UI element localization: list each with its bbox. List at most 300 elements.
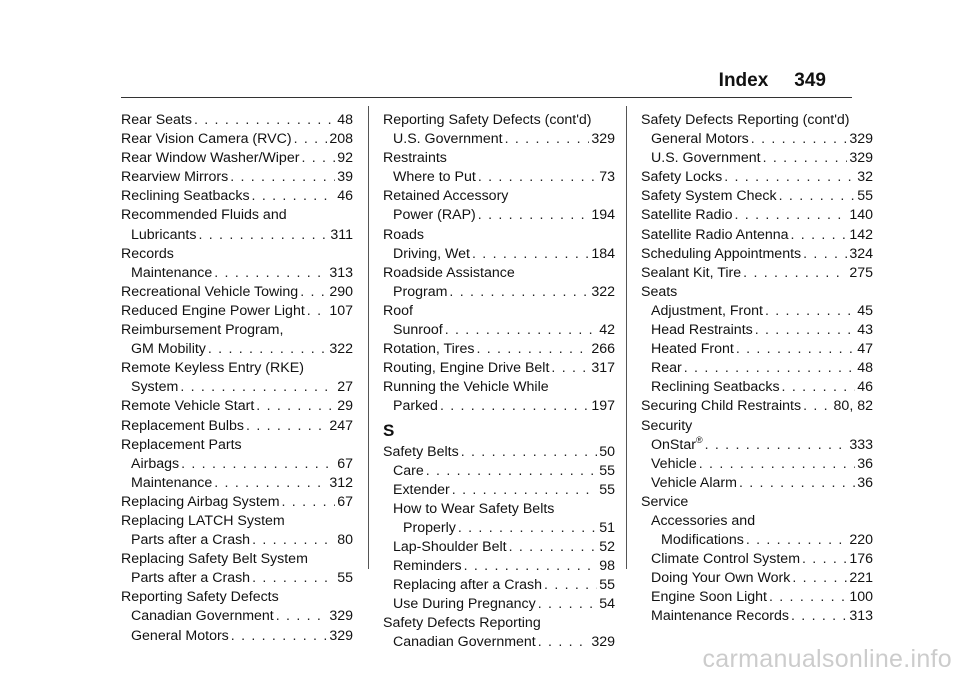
dot-leader [307,302,328,321]
entry-term [651,302,763,321]
dot-leader [300,283,327,302]
entry-term [121,149,299,168]
index-entry [641,455,873,474]
page-ref: 98 [599,558,615,575]
entry-term [651,455,697,474]
entry-term-text: Extender [393,481,450,498]
index-heading: Reporting Safety Defects (cont'd) [383,112,592,128]
entry-term-text: General Motors [651,131,749,148]
page-ref: 220 [849,532,873,549]
entry-term-text: Securing Child Restraints [641,398,802,415]
entry-term [651,359,682,378]
entry-term-text: U.S. Government [651,150,761,167]
dot-leader [724,168,855,187]
index-entry [121,111,353,130]
entry-term-text: GM Mobility [131,341,206,358]
index-entry [641,206,873,225]
entry-term-text: Modifications [661,532,744,549]
entry-term-text: Rear Vision Camera (RVC) [121,131,292,148]
entry-term [641,168,722,187]
dot-leader [739,474,855,493]
index-entry [641,130,873,149]
entry-term-text: Maintenance [131,474,213,491]
index-entry [121,493,353,512]
dot-leader [458,519,597,538]
entry-term [393,168,476,187]
index-column-3 [641,111,873,627]
entry-term-text: Canadian Government [393,634,536,651]
dot-leader [736,340,855,359]
entry-term-text: Scheduling Appointments [641,245,802,262]
page-ref: 221 [849,570,873,587]
page-ref: 329 [329,608,353,625]
dot-leader [426,462,597,481]
index-heading: Service [641,493,689,510]
index-entry [383,206,615,225]
entry-term [131,627,229,646]
entry-term-text: Heated Front [651,341,734,358]
entry-term [131,607,274,626]
entry-term-text: Program [393,283,448,300]
entry-term [121,111,192,130]
index-entry [641,607,873,626]
entry-term [393,283,447,302]
page-ref: 48 [337,112,353,128]
page-ref: 208 [329,131,353,148]
page-ref: 329 [849,131,873,148]
entry-term [121,168,228,187]
entry-term-text: Adjustment, Front [651,302,763,319]
page-ref: 52 [599,538,615,555]
entry-term-text: Rear Window Washer/Wiper [121,150,300,167]
dot-leader [699,455,855,474]
entry-term [651,436,703,455]
entry-term [651,569,790,588]
index-entry [121,417,353,436]
page-ref: 100 [849,589,873,606]
entry-term-text: Replacing after a Crash [393,577,543,594]
index-heading: Accessories and [651,512,756,529]
dot-leader [449,283,589,302]
entry-term [393,206,476,225]
index-heading: Roads [383,226,425,243]
entry-term [393,595,536,614]
dot-leader [538,633,590,652]
dot-leader [743,264,847,283]
dot-leader [751,130,848,149]
dot-leader [735,206,848,225]
index-entry [383,557,615,576]
entry-term [651,130,749,149]
dot-leader [252,531,335,550]
index-entry [383,397,615,416]
dot-leader [538,595,597,614]
index-entry [121,378,353,397]
dot-leader [476,340,589,359]
entry-term [393,321,443,340]
entry-term [403,519,456,538]
entry-term [651,340,734,359]
index-heading: Roadside Assistance [383,264,515,281]
entry-term [393,245,470,264]
index-entry [121,187,353,206]
index-entry [641,245,873,264]
index-entry [121,627,353,646]
index-entry [641,569,873,588]
entry-term [383,443,459,462]
entry-term [131,226,196,245]
index-entry [383,576,615,595]
entry-term-text: Reduced Engine Power Light [121,302,305,319]
entry-term [131,264,212,283]
dot-leader [181,455,335,474]
entry-term-text: Rear [651,360,682,377]
index-entry [121,302,353,321]
dot-leader [440,397,589,416]
index-entry [641,226,873,245]
index-heading: Restraints [383,150,447,167]
entry-term [641,264,741,283]
index-heading: Reporting Safety Defects [121,589,279,606]
entry-term-text: Engine Soon Light [651,589,767,606]
entry-term-text: Airbags [131,455,180,472]
page-ref: 55 [599,481,615,498]
dot-leader [478,206,590,225]
entry-term [393,481,450,500]
entry-term [641,397,801,416]
page-ref: 313 [849,608,873,625]
column-divider [368,106,369,569]
index-heading: Recommended Fluids and [121,207,287,224]
index-heading: How to Wear Safety Belts [393,500,555,517]
page-ref: 36 [857,474,873,491]
entry-term [121,187,250,206]
page-ref: 48 [857,360,873,377]
index-entry [641,264,873,283]
dot-leader [246,417,327,436]
entry-term [393,576,542,595]
index-entry [121,168,353,187]
entry-term-text: Care [393,462,424,479]
entry-term [393,538,507,557]
page-ref: 311 [330,226,353,243]
page-ref: 313 [329,264,353,281]
dot-leader [803,245,847,264]
dot-leader [505,130,590,149]
page-ref: 50 [599,443,615,460]
index-entry [641,302,873,321]
page-ref: 194 [591,207,615,224]
page-ref: 55 [857,188,873,205]
dot-leader [705,436,848,455]
page-ref: 43 [857,322,873,339]
entry-term-text: General Motors [131,627,229,644]
index-heading: Remote Keyless Entry (RKE) [121,360,304,377]
entry-term [121,397,254,416]
dot-leader [782,378,856,397]
index-entry [641,149,873,168]
index-entry [383,340,615,359]
entry-term [393,130,503,149]
entry-term [651,378,780,397]
entry-term-text: Driving, Wet [393,245,470,262]
entry-term-text: OnStar [651,436,696,453]
index-entry [121,397,353,416]
entry-term-text: Power (RAP) [393,207,476,224]
section-letter: S [383,420,395,440]
page-ref: 55 [337,570,353,587]
page-ref: 266 [591,341,615,358]
index-entry [121,474,353,493]
entry-term-text: Safety Locks [641,169,723,186]
dot-leader [452,481,597,500]
entry-term-text: Sealant Kit, Tire [641,264,742,281]
entry-term [393,633,536,652]
index-heading: Safety Defects Reporting (cont'd) [641,112,850,128]
entry-term [383,359,549,378]
entry-term-text: Maintenance Records [651,608,790,625]
entry-term [641,245,801,264]
entry-term-text: Parts after a Crash [131,532,251,549]
entry-term-text: Remote Vehicle Start [121,398,255,415]
entry-term-text: System [131,379,179,396]
index-heading: Seats [641,283,678,300]
index-heading: Roof [383,302,413,319]
page-ref: 107 [329,302,353,319]
page-ref: 329 [849,150,873,167]
dot-leader [763,149,848,168]
page-header [719,70,826,92]
page-ref: 329 [591,131,615,148]
index-entry [641,340,873,359]
index-heading: Safety Defects Reporting [383,615,541,632]
entry-term [651,474,737,493]
entry-term [131,474,212,493]
dot-leader [230,168,335,187]
entry-term [121,283,298,302]
index-entry [383,245,615,264]
entry-term [393,462,424,481]
dot-leader [214,264,327,283]
entry-term-text: Lap-Shoulder Belt [393,538,507,555]
index-entry [121,340,353,359]
dot-leader [755,321,855,340]
entry-term-text: Rear Seats [121,112,192,128]
entry-term [121,493,280,512]
page-ref: 275 [849,264,873,281]
entry-term [393,557,462,576]
entry-term [131,531,250,550]
dot-leader [551,359,589,378]
entry-term [641,226,789,245]
dot-leader [544,576,597,595]
page-ref: 27 [337,379,353,396]
index-column-2 [383,111,615,653]
page-ref: 67 [337,455,353,472]
entry-term-text: Safety System Check [641,188,777,205]
page-ref: 329 [329,627,353,644]
index-heading: Replacing Safety Belt System [121,551,308,568]
index-entry [383,633,615,652]
index-entry [121,531,353,550]
index-entry [383,538,615,557]
page-ref: 80 [337,532,353,549]
page-ref: 73 [599,169,615,186]
entry-term-text: Recreational Vehicle Towing [121,283,299,300]
page-ref: 67 [337,493,353,510]
entry-term-text: Climate Control System [651,551,801,568]
page-number: 349 [794,70,826,91]
dot-leader [294,130,328,149]
index-entry [383,595,615,614]
entry-term [121,130,292,149]
entry-term-text: U.S. Government [393,131,503,148]
page-ref: 329 [591,634,615,651]
page-ref: 92 [337,150,353,167]
entry-term-text: Reclining Seatbacks [651,379,780,396]
entry-term-text: Safety Belts [383,443,459,460]
index-entry [121,226,353,245]
entry-term [131,378,178,397]
entry-term-text: Maintenance [131,264,213,281]
entry-term [651,588,767,607]
dot-leader [792,569,847,588]
page-ref: 55 [599,577,615,594]
entry-term-text: Lubricants [131,226,197,243]
page-ref: 46 [337,188,353,205]
index-entry [641,187,873,206]
dot-leader [252,569,335,588]
entry-term-text: Doing Your Own Work [651,570,791,587]
entry-term-text: Head Restraints [651,322,753,339]
index-entry [641,378,873,397]
index-entry [641,531,873,550]
dot-leader [791,226,848,245]
index-heading: Replacing LATCH System [121,512,285,529]
entry-term [651,607,789,626]
index-heading: Replacement Parts [121,436,242,453]
dot-leader [301,149,335,168]
entry-term [121,417,244,436]
index-entry [383,519,615,538]
entry-term-text: Parts after a Crash [131,570,251,587]
dot-leader [214,474,327,493]
entry-term-text: Canadian Government [131,608,274,625]
index-entry [121,607,353,626]
index-entry [641,397,873,416]
entry-term [651,321,753,340]
index-entry [383,321,615,340]
page-ref: 54 [599,596,615,613]
index-heading: Records [121,245,174,262]
dot-leader [231,627,328,646]
entry-term-text: Replacing Airbag System [121,493,280,510]
page-ref: 317 [591,360,615,377]
page-ref: 197 [591,398,615,415]
index-entry [121,283,353,302]
page-ref: 46 [857,379,873,396]
dot-leader [779,187,856,206]
entry-term [131,455,179,474]
dot-leader [769,588,847,607]
page-ref: 247 [329,417,353,434]
index-entry [641,436,873,455]
entry-term [393,397,438,416]
page-ref: 45 [857,302,873,319]
header-title: Index [718,70,769,91]
header-rule [121,97,852,98]
index-heading: Running the Vehicle While [383,379,549,396]
dot-leader [198,226,328,245]
entry-term-text: Use During Pregnancy [393,596,536,613]
index-column-1 [121,111,353,646]
index-entry [121,130,353,149]
entry-term-text: Where to Put [393,169,476,186]
dot-leader [472,245,589,264]
page-ref: 333 [849,436,873,453]
page-ref: 322 [329,341,353,358]
dot-leader [208,340,327,359]
index-entry [121,264,353,283]
index-entry [383,283,615,302]
index-heading: Retained Accessory [383,188,509,205]
dot-leader [765,302,855,321]
index-entry [383,462,615,481]
dot-leader [194,111,335,130]
dot-leader [791,607,847,626]
index-entry [641,474,873,493]
index-entry [383,168,615,187]
dot-leader [464,557,598,576]
page-ref: 140 [849,207,873,224]
dot-leader [509,538,598,557]
index-entry [383,443,615,462]
entry-term-text: Reclining Seatbacks [121,188,250,205]
index-entry [121,455,353,474]
index-entry [641,168,873,187]
page-ref: 80, 82 [833,398,873,415]
entry-term-text: Parked [393,398,438,415]
dot-leader [276,607,328,626]
dot-leader [180,378,335,397]
entry-term-text: Satellite Radio Antenna [641,226,789,243]
dot-leader [282,493,336,512]
dot-leader [461,443,598,462]
entry-term [131,569,250,588]
dot-leader [256,397,335,416]
entry-term [121,302,305,321]
page-ref: 51 [599,519,615,536]
entry-term-text: Routing, Engine Drive Belt [383,360,550,377]
index-entry [641,550,873,569]
entry-term [651,149,761,168]
page-ref: 184 [591,245,615,262]
dot-leader [803,397,831,416]
entry-term-text: Vehicle [651,455,697,472]
dot-leader [746,531,848,550]
page-ref: 47 [857,341,873,358]
index-heading: Reimbursement Program, [121,322,284,339]
entry-term-text: Rotation, Tires [383,341,475,358]
page-ref: 32 [857,169,873,186]
entry-term-text: Vehicle Alarm [651,474,737,491]
page-ref: 290 [329,283,353,300]
page-ref: 324 [849,245,873,262]
entry-term-text: Replacement Bulbs [121,417,245,434]
index-entry [641,321,873,340]
entry-term-text: Rearview Mirrors [121,169,229,186]
entry-term-text: Sunroof [393,322,443,339]
